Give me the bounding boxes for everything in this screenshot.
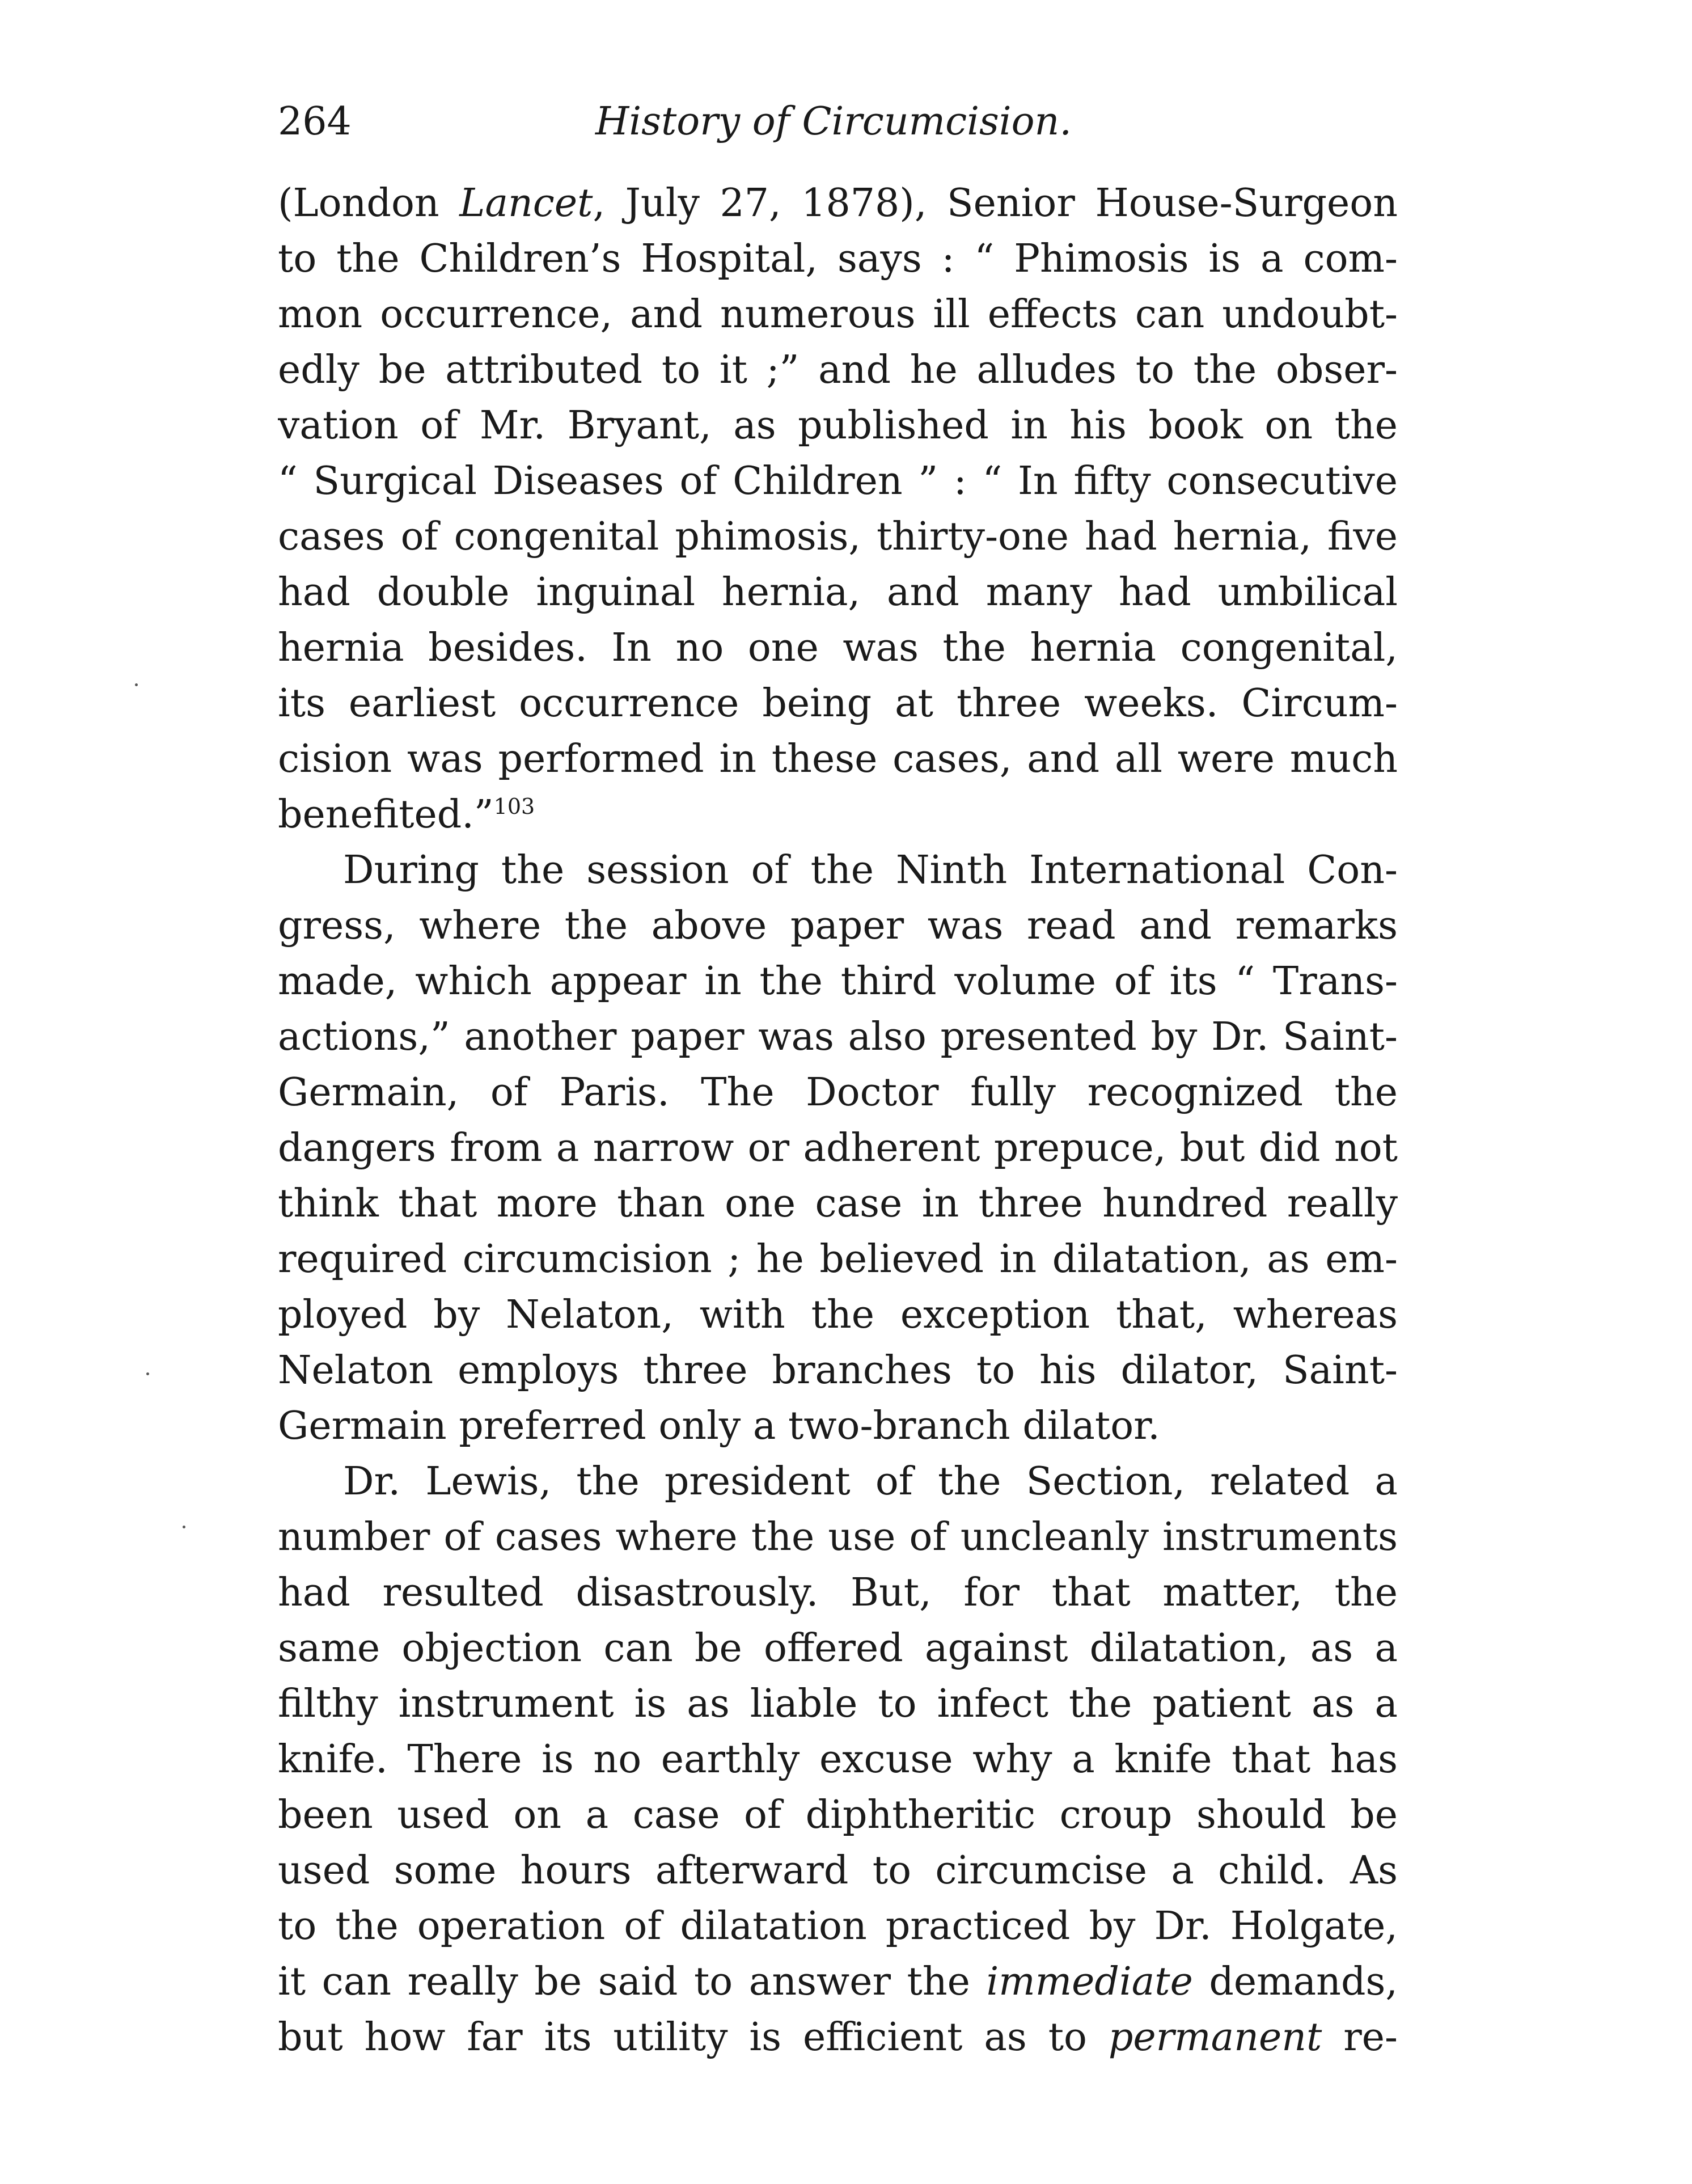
text-line: had double inguinal hernia, and many had umbilical <box>278 570 1398 615</box>
text-line: dangers from a narrow or adherent prepuce, but did not <box>278 1126 1398 1171</box>
text-line: Germain preferred only a two-branch dilator. <box>278 1404 1160 1448</box>
text-line: actions,” another paper was also presented by Dr. Saint- <box>278 1015 1398 1059</box>
text-line: Germain, of Paris. The Doctor fully recognized the <box>278 1070 1398 1115</box>
text-line: (London Lancet, July 27, 1878), Senior House-Surgeon <box>278 181 1398 226</box>
page-header <box>278 91 1389 153</box>
text-line: think that more than one case in three hundred really <box>278 1181 1398 1226</box>
text-line: hernia besides. In no one was the hernia congenital, <box>278 626 1398 670</box>
text-line: but how far its utility is efficient as to permanent re- <box>278 2015 1398 2060</box>
paragraph-1 <box>278 176 1398 843</box>
text-line: vation of Mr. Bryant, as published in his book on the <box>278 403 1398 448</box>
footnote-reference: 103 <box>493 794 535 819</box>
scan-speck <box>146 1372 149 1375</box>
text-line: edly be attributed to it ;” and he alludes to the obser- <box>278 348 1398 392</box>
text-line: gress, where the above paper was read and remarks <box>278 903 1398 948</box>
text-line: During the session of the Ninth International Con- <box>343 848 1398 893</box>
text-line: Nelaton employs three branches to his dilator, Saint- <box>278 1348 1398 1393</box>
text-line: cision was performed in these cases, and all were much <box>278 737 1398 781</box>
text-line: to the Children’s Hospital, says : “ Phimosis is a com- <box>278 236 1398 281</box>
paragraph-2 <box>278 843 1398 1454</box>
text-line: mon occurrence, and numerous ill effects can undoubt- <box>278 292 1398 337</box>
paragraph-3 <box>278 1454 1398 2065</box>
text-line: benefited.”$^{103}$ <box>278 792 535 837</box>
text-line: knife. There is no earthly excuse why a knife that has <box>278 1737 1398 1782</box>
page-number: 264 <box>278 99 352 144</box>
scan-speck <box>135 683 138 686</box>
text-line: used some hours afterward to circumcise a child. As <box>278 1848 1398 1893</box>
body-text <box>278 176 1398 2065</box>
text-line: it can really be said to answer the immediate demands, <box>278 1959 1398 2004</box>
text-line: “ Surgical Diseases of Children ” : “ In fifty consecutive <box>278 459 1398 504</box>
text-line: been used on a case of diphtheritic croup should be <box>278 1793 1398 1837</box>
scan-speck <box>183 1526 185 1528</box>
text-line: to the operation of dilatation practiced by Dr. Holgate, <box>278 1904 1398 1949</box>
text-line: filthy instrument is as liable to infect the patient as a <box>278 1682 1398 1726</box>
running-title: History of Circumcision. <box>595 99 1072 144</box>
text-line: number of cases where the use of uncleanly instruments <box>278 1515 1398 1560</box>
text-line: made, which appear in the third volume of its “ Trans- <box>278 959 1398 1004</box>
text-line: its earliest occurrence being at three weeks. Circum- <box>278 681 1398 726</box>
text-line: same objection can be offered against dilatation, as a <box>278 1626 1398 1671</box>
text-line: cases of congenital phimosis, thirty-one had hernia, five <box>278 514 1398 559</box>
text-line: Dr. Lewis, the president of the Section, related a <box>343 1459 1398 1504</box>
text-line: ployed by Nelaton, with the exception that, whereas <box>278 1292 1398 1337</box>
text-line: required circumcision ; he believed in dilatation, as em- <box>278 1237 1398 1282</box>
text-line: had resulted disastrously. But, for that matter, the <box>278 1570 1398 1615</box>
